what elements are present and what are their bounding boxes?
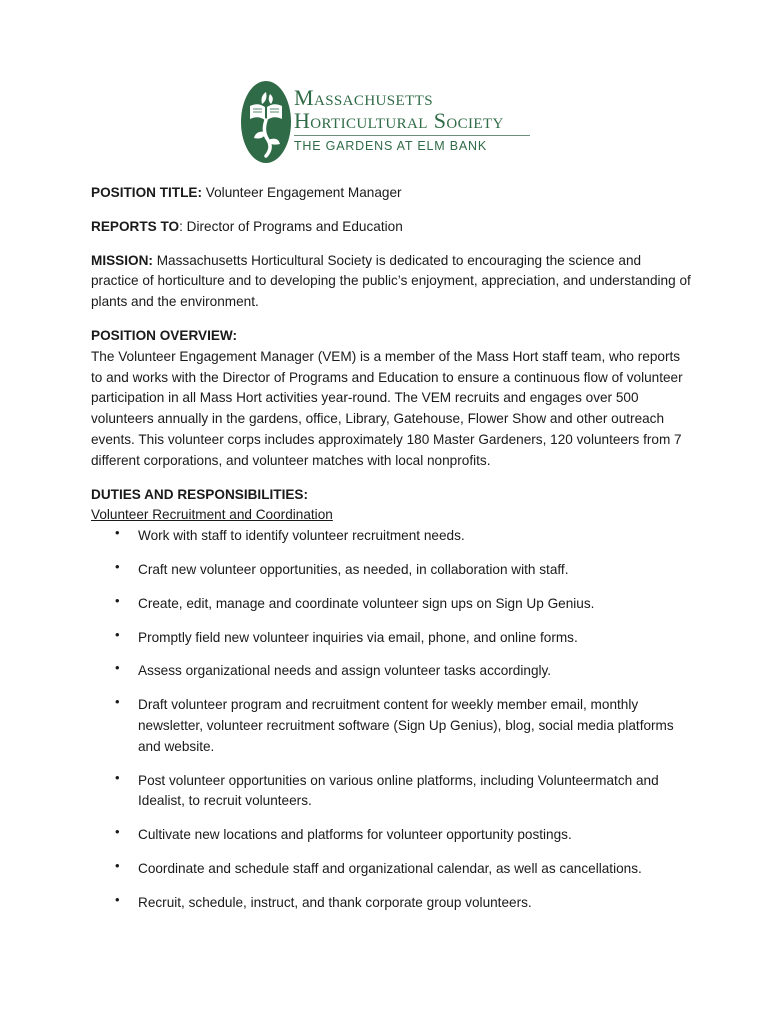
bullet-icon: • bbox=[115, 525, 120, 541]
position-title-line bbox=[91, 183, 691, 204]
duty-text: Post volunteer opportunities on various online platforms, including Volunteermatch and Idealist, to recruit volunteers. bbox=[138, 772, 659, 809]
duty-item bbox=[91, 695, 691, 757]
logo-wordmark bbox=[294, 86, 540, 153]
duty-item bbox=[91, 661, 691, 682]
duty-text: Work with staff to identify volunteer recruitment needs. bbox=[138, 528, 465, 544]
duty-text: Craft new volunteer opportunities, as needed, in collaboration with staff. bbox=[138, 561, 569, 577]
reports-to-value: : Director of Programs and Education bbox=[179, 218, 403, 234]
logo-line-1: Massachusetts bbox=[294, 85, 433, 110]
bullet-icon: • bbox=[115, 626, 120, 642]
duty-text: Cultivate new locations and platforms for volunteer opportunity postings. bbox=[138, 827, 572, 843]
reports-to-label: REPORTS TO bbox=[91, 218, 180, 234]
reports-to-line bbox=[91, 217, 691, 238]
mission-label: MISSION: bbox=[91, 252, 153, 268]
duty-text: Create, edit, manage and coordinate volunteer sign ups on Sign Up Genius. bbox=[138, 595, 595, 611]
bullet-icon: • bbox=[115, 824, 120, 840]
logo-divider bbox=[294, 135, 530, 136]
logo-line-2: Horticultural Society bbox=[294, 108, 504, 133]
duties-list bbox=[91, 526, 691, 913]
organization-logo bbox=[240, 80, 540, 166]
bullet-icon: • bbox=[115, 891, 120, 907]
position-title-value: Volunteer Engagement Manager bbox=[202, 185, 402, 200]
duty-item bbox=[91, 628, 691, 649]
bullet-icon: • bbox=[115, 592, 120, 608]
duty-item bbox=[91, 560, 691, 581]
bullet-icon: • bbox=[115, 694, 120, 710]
duty-text: Draft volunteer program and recruitment content for weekly member email, monthly newsletter, volunteer recruitment software (Sign Up Genius), blog, social media platforms and website. bbox=[138, 697, 674, 754]
bullet-icon: • bbox=[115, 769, 120, 785]
mission-text: Massachusetts Horticultural Society is dedicated to encouraging the science and practice of horticulture and to developing the public’s enjoyment, appreciation, and understanding of plants and the environment. bbox=[91, 252, 691, 310]
bullet-icon: • bbox=[115, 857, 120, 873]
mission-paragraph bbox=[91, 251, 691, 313]
overview-heading: POSITION OVERVIEW: bbox=[91, 327, 238, 343]
duty-text: Coordinate and schedule staff and organizational calendar, as well as cancellations. bbox=[138, 860, 642, 876]
duty-text: Promptly field new volunteer inquiries via email, phone, and online forms. bbox=[138, 629, 578, 645]
book-tree-emblem-icon bbox=[240, 80, 292, 164]
duty-item bbox=[91, 594, 691, 615]
duty-item bbox=[91, 825, 691, 846]
duties-subheading: Volunteer Recruitment and Coordination bbox=[91, 507, 333, 523]
logo-tagline: THE GARDENS AT ELM BANK bbox=[294, 139, 487, 153]
duty-text: Recruit, schedule, instruct, and thank corporate group volunteers. bbox=[138, 894, 532, 910]
duty-text: Assess organizational needs and assign volunteer tasks accordingly. bbox=[138, 663, 552, 679]
position-title-label: POSITION TITLE: bbox=[91, 185, 203, 200]
duty-item bbox=[91, 859, 691, 880]
duties-heading: DUTIES AND RESPONSIBILITIES: bbox=[91, 486, 309, 502]
bullet-icon: • bbox=[115, 558, 120, 574]
duty-item bbox=[91, 893, 691, 914]
job-description bbox=[91, 183, 691, 927]
duty-item bbox=[91, 771, 691, 813]
duty-item bbox=[91, 526, 691, 547]
overview-text: The Volunteer Engagement Manager (VEM) is a member of the Mass Hort staff team, who reports to and works with the Director of Programs and Education to ensure a continuous flow of volunteer participation in all Mass Hort activities year-round. The VEM recruits and engages over 500 volunteers annually in the gardens, office, Library, Gatehouse, Flower Show and other outreach events. This volunteer corps includes approximately 180 Master Gardeners, 120 volunteers from 7 different corporations, and volunteer matches with local nonprofits. bbox=[91, 348, 683, 468]
bullet-icon: • bbox=[115, 660, 120, 676]
